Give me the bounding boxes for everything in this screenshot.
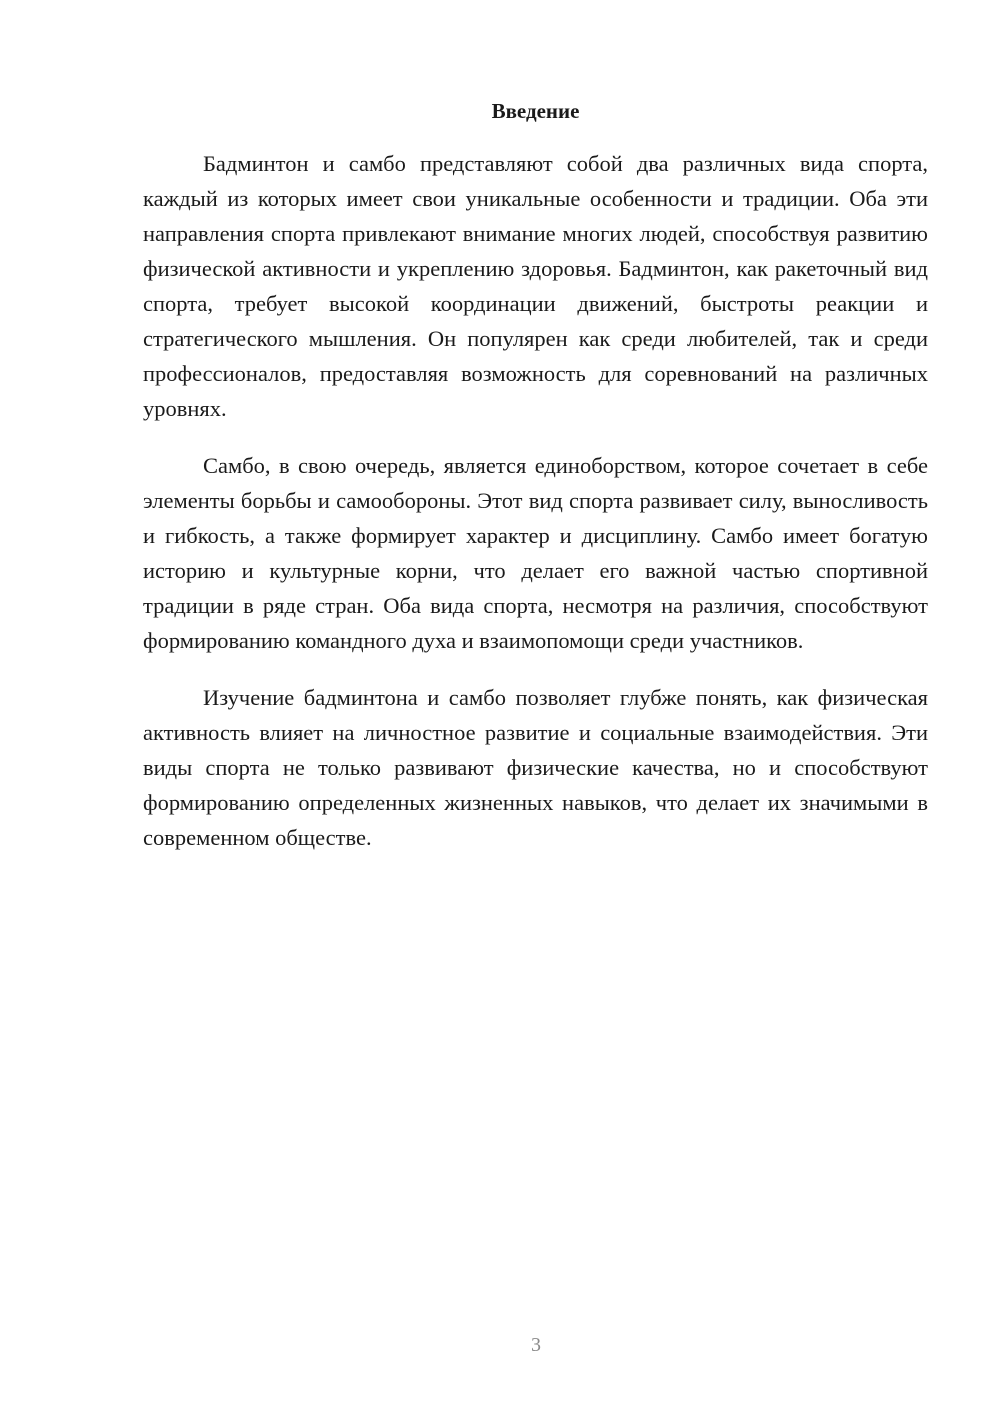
- page-number: 3: [531, 1334, 541, 1356]
- paragraph-1: Бадминтон и самбо представляют собой два различных вида спорта, каждый из которых имеет свои уникальные особенности и традиции. Оба эти направления спорта привлекают внимание многих людей, способствуя развитию физической активности и укреплению здоровья. Бадминтон, как ракеточный вид спорта, требует высокой координации движений, быстроты реакции и стратегического мышления. Он популярен как среди любителей, так и среди профессионалов, предоставляя возможность для соревнований на различных уровнях.: [143, 151, 928, 421]
- section-title: Введение: [491, 99, 580, 123]
- paragraph-3: Изучение бадминтона и самбо позволяет глубже понять, как физическая активность влияет на личностное развитие и социальные взаимодействия. Эти виды спорта не только развивают физические качества, но и способствуют формированию определенных жизненных навыков, что делает их значимыми в современном обществе.: [143, 685, 928, 850]
- document-body: [143, 96, 928, 877]
- paragraph-2: Самбо, в свою очередь, является единоборством, которое сочетает в себе элементы борьбы и самообороны. Этот вид спорта развивает силу, выносливость и гибкость, а также формирует характер и дисциплину. Самбо имеет богатую историю и культурные корни, что делает его важной частью спортивной традиции в ряде стран. Оба вида спорта, несмотря на различия, способствуют формированию командного духа и взаимопомощи среди участников.: [143, 453, 928, 653]
